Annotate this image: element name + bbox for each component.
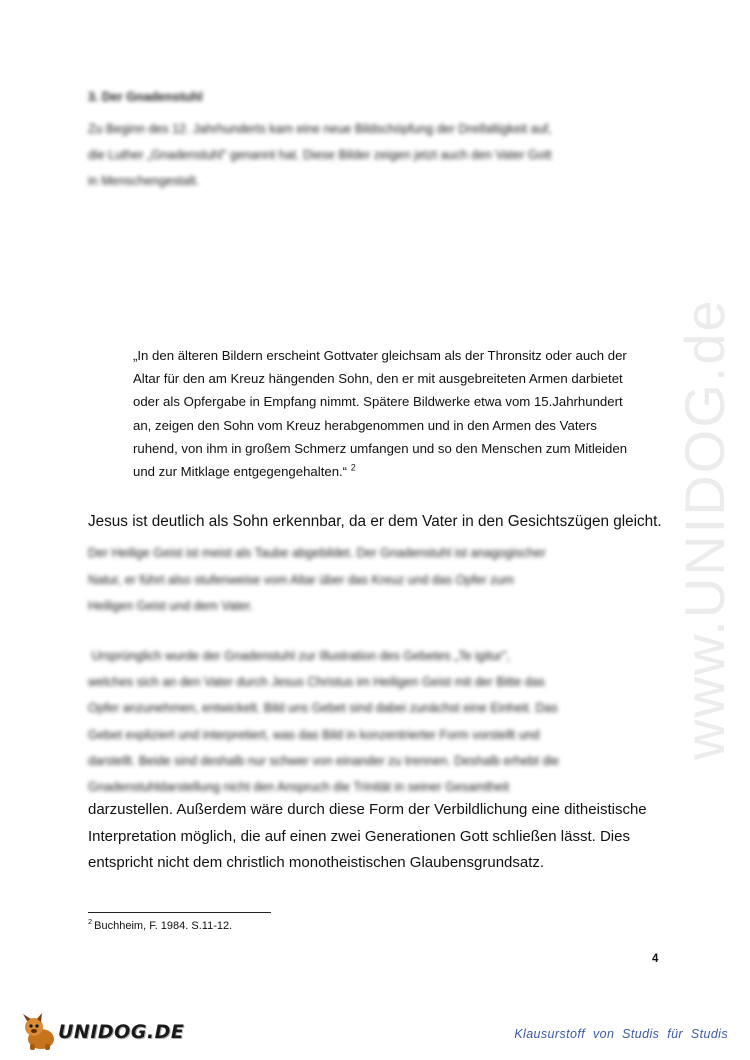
unidog-logo[interactable]: [20, 1012, 184, 1052]
paragraph-line: Gebet expliziert und interpretiert, was das Bild in konzentrierter Form vorstellt und: [88, 727, 540, 742]
intro-line: die Luther „Gnadenstuhl" genannt hat. Diese Bilder zeigen jetzt auch den Vater Gott: [88, 148, 552, 162]
watermark: www.UNIDOG.de: [673, 298, 736, 760]
footnote-reference[interactable]: 2: [350, 462, 356, 473]
quote-line-last: [133, 460, 663, 483]
block-quote: [133, 344, 663, 483]
intro-line: in Menschengestalt.: [88, 174, 200, 188]
paragraph-line: Natur, er führt also stufenweise vom Altar über das Kreuz und das Opfer zum: [88, 572, 514, 587]
paragraph-line: Der Heilige Geist ist meist als Taube abgebildet. Der Gnadenstuhl ist anagogischer: [88, 546, 546, 560]
section-heading: 3. Der Gnadenstuhl: [88, 90, 203, 104]
paragraph-line: Ursprünglich wurde der Gnadenstuhl zur Illustration des Gebetes „Te igitur",: [88, 649, 511, 663]
footnote: [88, 917, 233, 932]
footnote-number: 2: [88, 917, 93, 927]
quote-line-text: und zur Mitklage entgegengehalten.“: [133, 464, 348, 480]
paragraph-line: Heiligen Geist und dem Vater.: [88, 599, 254, 613]
intro-paragraph: [88, 116, 658, 194]
quote-line: an, zeigen den Sohn vom Kreuz herabgenommen und in den Armen des Vaters: [133, 417, 597, 433]
paragraph-line: Interpretation möglich, die auf einen zwei Generationen Gott schließen lässt. Dies: [88, 827, 630, 845]
quote-line: „In den älteren Bildern erscheint Gottvater gleichsam als der Thronsitz oder auch der: [133, 348, 627, 363]
quote-line: ruhend, von ihm in großem Schmerz umfangen und so den Menschen zum Mitleiden: [133, 440, 628, 456]
footer-tagline: Klausurstoff von Studis für Studis: [514, 1027, 728, 1041]
paragraph-line: darstellt. Beide sind deshalb nur schwer von einander zu trennen. Deshalb erhebt die: [88, 753, 560, 768]
paragraph-line: darzustellen. Außerdem wäre durch diese Form der Verbildlichung eine ditheistische: [88, 801, 647, 818]
jesus-sentence: Jesus ist deutlich als Sohn erkennbar, da er dem Vater in den Gesichtszügen gleicht.: [88, 513, 662, 530]
paragraph-te-igitur: [88, 643, 663, 800]
quote-line: oder als Opfergabe in Empfang nimmt. Spätere Bildwerke etwa vom 15.Jahrhundert: [133, 394, 623, 410]
footnote-divider: [88, 912, 271, 913]
footnote-text: Buchheim, F. 1984. S.11-12.: [94, 920, 233, 932]
paragraph-line: welches sich an den Vater durch Jesus Christus im Heiligen Geist mit der Bitte das: [88, 675, 545, 690]
intro-line: Zu Beginn des 12. Jahrhunderts kam eine neue Bildschöpfung der Dreifaltigkeit auf,: [88, 122, 552, 136]
paragraph-holy-spirit: [88, 540, 658, 620]
paragraph-line: entspricht nicht dem christlich monotheistischen Glaubensgrundsatz.: [88, 854, 545, 871]
paragraph-conclusion: [88, 797, 678, 877]
page-number: 4: [652, 953, 659, 965]
paragraph-line: Opfer anzunehmen, entwickelt. Bild uns Gebet sind dabei zunächst eine Einheit. Das: [88, 701, 558, 716]
dog-mascot-icon: [20, 1012, 60, 1052]
quote-line: Altar für den am Kreuz hängenden Sohn, den er mit ausgebreiteten Armen darbietet: [133, 371, 623, 387]
logo-text: UNIDOG.DE: [58, 1021, 185, 1043]
paragraph-line: Gnadenstuhldarstellung nicht den Anspruch die Trinität in seiner Gesamtheit: [88, 780, 510, 795]
